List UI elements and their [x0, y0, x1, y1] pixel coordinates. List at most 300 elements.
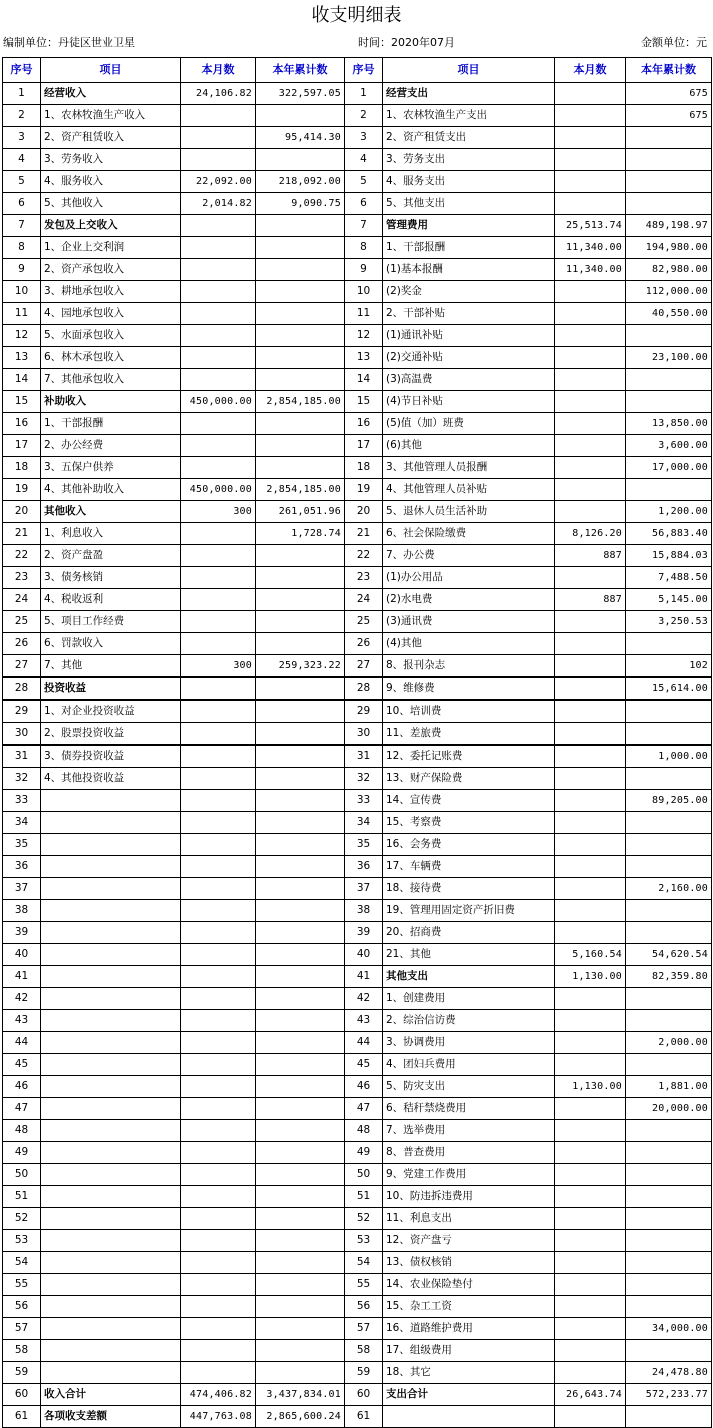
- income-item-cell: 1、对企业投资收益: [41, 700, 181, 723]
- expense-month-cell: [555, 83, 626, 105]
- expense-item-cell: 3、劳务支出: [383, 149, 555, 171]
- income-seq-cell: 58: [3, 1340, 41, 1362]
- expense-year-cell: [626, 127, 712, 149]
- income-year-cell: [256, 1340, 345, 1362]
- table-row: [3, 303, 712, 325]
- table-row: [3, 391, 712, 413]
- income-item-cell: 5、其他收入: [41, 193, 181, 215]
- income-seq-cell: 9: [3, 259, 41, 281]
- income-item-cell: [41, 1054, 181, 1076]
- table-row: [3, 1164, 712, 1186]
- income-year-cell: [256, 1186, 345, 1208]
- expense-year-cell: [626, 700, 712, 723]
- expense-seq-cell: 6: [345, 193, 383, 215]
- income-item-cell: 4、税收返利: [41, 589, 181, 611]
- expense-seq-cell: 36: [345, 856, 383, 878]
- income-item-cell: 发包及上交收入: [41, 215, 181, 237]
- expense-seq-cell: 19: [345, 479, 383, 501]
- income-month-cell: [181, 567, 256, 589]
- expense-item-cell: [383, 1406, 555, 1428]
- expense-seq-cell: 32: [345, 768, 383, 790]
- expense-year-cell: [626, 1274, 712, 1296]
- expense-item-cell: (6)其他: [383, 435, 555, 457]
- table-row: [3, 457, 712, 479]
- income-year-cell: [256, 303, 345, 325]
- table-row: [3, 834, 712, 856]
- expense-item-cell: 9、党建工作费用: [383, 1164, 555, 1186]
- expense-item-cell: 14、宣传费: [383, 790, 555, 812]
- income-item-cell: [41, 878, 181, 900]
- expense-item-cell: (3)通讯费: [383, 611, 555, 633]
- income-seq-cell: 32: [3, 768, 41, 790]
- expense-month-cell: [555, 1362, 626, 1384]
- expense-month-cell: [555, 1252, 626, 1274]
- table-row: [3, 922, 712, 944]
- expense-item-cell: 12、资产盘亏: [383, 1230, 555, 1252]
- income-year-cell: [256, 1164, 345, 1186]
- income-item-cell: 6、林木承包收入: [41, 347, 181, 369]
- expense-seq-cell: 5: [345, 171, 383, 193]
- expense-seq-cell: 18: [345, 457, 383, 479]
- table-row: [3, 1208, 712, 1230]
- expense-seq-cell: 61: [345, 1406, 383, 1428]
- income-month-cell: 447,763.08: [181, 1406, 256, 1428]
- income-item-cell: [41, 1142, 181, 1164]
- expense-item-cell: 16、会务费: [383, 834, 555, 856]
- income-seq-cell: 31: [3, 745, 41, 768]
- income-item-cell: [41, 1120, 181, 1142]
- table-row: [3, 545, 712, 567]
- expense-year-cell: [626, 768, 712, 790]
- expense-year-cell: 7,488.50: [626, 567, 712, 589]
- expense-year-cell: 34,000.00: [626, 1318, 712, 1340]
- income-seq-cell: 35: [3, 834, 41, 856]
- income-seq-cell: 52: [3, 1208, 41, 1230]
- income-seq-cell: 14: [3, 369, 41, 391]
- expense-month-cell: [555, 1406, 626, 1428]
- table-row: [3, 589, 712, 611]
- income-month-cell: [181, 812, 256, 834]
- income-item-cell: 5、项目工作经费: [41, 611, 181, 633]
- income-year-cell: 259,323.22: [256, 655, 345, 678]
- income-item-cell: [41, 1076, 181, 1098]
- income-seq-cell: 3: [3, 127, 41, 149]
- expense-item-cell: 20、招商费: [383, 922, 555, 944]
- expense-month-cell: [555, 105, 626, 127]
- expense-seq-cell: 8: [345, 237, 383, 259]
- table-row: [3, 611, 712, 633]
- currency-unit: 金额单位：元: [641, 36, 707, 49]
- expense-month-cell: 887: [555, 545, 626, 567]
- expense-year-cell: [626, 325, 712, 347]
- expense-seq-cell: 43: [345, 1010, 383, 1032]
- income-item-cell: 各项收支差额: [41, 1406, 181, 1428]
- expense-item-cell: 18、其它: [383, 1362, 555, 1384]
- income-month-cell: [181, 523, 256, 545]
- expense-item-cell: 7、办公费: [383, 545, 555, 567]
- income-seq-cell: 17: [3, 435, 41, 457]
- expense-item-cell: 7、选举费用: [383, 1120, 555, 1142]
- expense-month-cell: [555, 1054, 626, 1076]
- income-year-cell: [256, 1032, 345, 1054]
- income-item-cell: 3、耕地承包收入: [41, 281, 181, 303]
- expense-item-cell: 4、其他管理人员补贴: [383, 479, 555, 501]
- expense-seq-cell: 7: [345, 215, 383, 237]
- expense-month-cell: [555, 834, 626, 856]
- income-item-cell: [41, 1230, 181, 1252]
- expense-item-cell: (2)奖金: [383, 281, 555, 303]
- expense-month-cell: [555, 435, 626, 457]
- income-month-cell: [181, 149, 256, 171]
- expense-item-cell: 1、干部报酬: [383, 237, 555, 259]
- income-month-cell: [181, 303, 256, 325]
- expense-seq-cell: 34: [345, 812, 383, 834]
- income-month-cell: [181, 790, 256, 812]
- expense-item-cell: 19、管理用固定资产折旧费: [383, 900, 555, 922]
- income-item-cell: 4、其他投资收益: [41, 768, 181, 790]
- sheet-title: 收支明细表: [311, 5, 402, 26]
- expense-month-cell: [555, 1164, 626, 1186]
- income-year-cell: 2,865,600.24: [256, 1406, 345, 1428]
- income-seq-cell: 37: [3, 878, 41, 900]
- expense-item-cell: 1、农林牧渔生产支出: [383, 105, 555, 127]
- expense-year-cell: [626, 1406, 712, 1428]
- income-month-cell: [181, 988, 256, 1010]
- income-month-cell: [181, 700, 256, 723]
- table-row: [3, 988, 712, 1010]
- expense-seq-cell: 11: [345, 303, 383, 325]
- income-seq-cell: 11: [3, 303, 41, 325]
- expense-item-cell: 10、防违拆违费用: [383, 1186, 555, 1208]
- expense-year-cell: 675: [626, 105, 712, 127]
- income-month-cell: [181, 611, 256, 633]
- expense-seq-cell: 35: [345, 834, 383, 856]
- income-year-cell: [256, 633, 345, 655]
- expense-seq-cell: 55: [345, 1274, 383, 1296]
- income-month-cell: 24,106.82: [181, 83, 256, 105]
- expense-month-cell: [555, 1120, 626, 1142]
- header-month-income: 本月数: [181, 58, 256, 83]
- income-month-cell: [181, 281, 256, 303]
- income-year-cell: [256, 369, 345, 391]
- detail-table: [2, 57, 712, 1428]
- income-item-cell: [41, 1010, 181, 1032]
- expense-seq-cell: 26: [345, 633, 383, 655]
- expense-item-cell: 1、创建费用: [383, 988, 555, 1010]
- income-item-cell: [41, 1296, 181, 1318]
- table-row: [3, 1186, 712, 1208]
- income-year-cell: [256, 856, 345, 878]
- income-year-cell: [256, 768, 345, 790]
- expense-year-cell: [626, 723, 712, 746]
- income-month-cell: [181, 347, 256, 369]
- income-seq-cell: 5: [3, 171, 41, 193]
- income-seq-cell: 50: [3, 1164, 41, 1186]
- table-row: [3, 900, 712, 922]
- income-month-cell: [181, 1186, 256, 1208]
- expense-seq-cell: 47: [345, 1098, 383, 1120]
- income-month-cell: [181, 834, 256, 856]
- income-seq-cell: 22: [3, 545, 41, 567]
- expense-seq-cell: 17: [345, 435, 383, 457]
- income-seq-cell: 28: [3, 677, 41, 700]
- income-item-cell: [41, 944, 181, 966]
- expense-year-cell: [626, 633, 712, 655]
- expense-seq-cell: 46: [345, 1076, 383, 1098]
- income-item-cell: [41, 812, 181, 834]
- expense-item-cell: 2、综治信访费: [383, 1010, 555, 1032]
- expense-seq-cell: 33: [345, 790, 383, 812]
- expense-item-cell: 13、财产保险费: [383, 768, 555, 790]
- income-month-cell: 300: [181, 501, 256, 523]
- expense-item-cell: (2)水电费: [383, 589, 555, 611]
- expense-month-cell: [555, 149, 626, 171]
- expense-month-cell: [555, 723, 626, 746]
- expense-item-cell: 8、报刊杂志: [383, 655, 555, 678]
- income-item-cell: [41, 1252, 181, 1274]
- expense-seq-cell: 44: [345, 1032, 383, 1054]
- expense-seq-cell: 48: [345, 1120, 383, 1142]
- income-year-cell: [256, 1274, 345, 1296]
- income-seq-cell: 7: [3, 215, 41, 237]
- income-item-cell: 3、劳务收入: [41, 149, 181, 171]
- expense-year-cell: [626, 900, 712, 922]
- expense-year-cell: 82,980.00: [626, 259, 712, 281]
- income-item-cell: 经营收入: [41, 83, 181, 105]
- income-year-cell: [256, 435, 345, 457]
- income-item-cell: 7、其他承包收入: [41, 369, 181, 391]
- expense-year-cell: [626, 171, 712, 193]
- expense-month-cell: 11,340.00: [555, 237, 626, 259]
- expense-year-cell: 3,250.53: [626, 611, 712, 633]
- income-month-cell: [181, 1274, 256, 1296]
- table-row: [3, 1054, 712, 1076]
- expense-item-cell: 9、维修费: [383, 677, 555, 700]
- expense-seq-cell: 21: [345, 523, 383, 545]
- income-year-cell: [256, 1252, 345, 1274]
- income-item-cell: 其他收入: [41, 501, 181, 523]
- income-seq-cell: 36: [3, 856, 41, 878]
- income-item-cell: [41, 1164, 181, 1186]
- header-year-income: 本年累计数: [256, 58, 345, 83]
- expense-year-cell: 23,100.00: [626, 347, 712, 369]
- income-month-cell: [181, 768, 256, 790]
- table-row: [3, 1098, 712, 1120]
- expense-seq-cell: 53: [345, 1230, 383, 1252]
- income-year-cell: [256, 834, 345, 856]
- expense-month-cell: [555, 745, 626, 768]
- header-year-expense: 本年累计数: [626, 58, 712, 83]
- table-row: [3, 281, 712, 303]
- income-year-cell: 95,414.30: [256, 127, 345, 149]
- expense-year-cell: [626, 922, 712, 944]
- expense-item-cell: 4、服务支出: [383, 171, 555, 193]
- expense-item-cell: 15、考察费: [383, 812, 555, 834]
- income-item-cell: 4、服务收入: [41, 171, 181, 193]
- income-item-cell: 补助收入: [41, 391, 181, 413]
- income-month-cell: [181, 325, 256, 347]
- income-month-cell: [181, 435, 256, 457]
- income-seq-cell: 1: [3, 83, 41, 105]
- expense-month-cell: [555, 611, 626, 633]
- table-row: [3, 193, 712, 215]
- income-month-cell: [181, 677, 256, 700]
- expense-year-cell: 112,000.00: [626, 281, 712, 303]
- income-year-cell: [256, 567, 345, 589]
- expense-seq-cell: 27: [345, 655, 383, 678]
- income-month-cell: [181, 900, 256, 922]
- expense-seq-cell: 30: [345, 723, 383, 746]
- expense-seq-cell: 20: [345, 501, 383, 523]
- income-seq-cell: 27: [3, 655, 41, 678]
- income-month-cell: [181, 944, 256, 966]
- income-seq-cell: 23: [3, 567, 41, 589]
- expense-month-cell: [555, 988, 626, 1010]
- income-seq-cell: 30: [3, 723, 41, 746]
- expense-seq-cell: 22: [345, 545, 383, 567]
- income-seq-cell: 15: [3, 391, 41, 413]
- expense-year-cell: [626, 1120, 712, 1142]
- expense-month-cell: 5,160.54: [555, 944, 626, 966]
- expense-seq-cell: 58: [345, 1340, 383, 1362]
- expense-item-cell: 5、其他支出: [383, 193, 555, 215]
- income-year-cell: [256, 812, 345, 834]
- expense-item-cell: (1)基本报酬: [383, 259, 555, 281]
- income-year-cell: [256, 281, 345, 303]
- expense-seq-cell: 45: [345, 1054, 383, 1076]
- income-month-cell: [181, 215, 256, 237]
- expense-year-cell: 15,884.03: [626, 545, 712, 567]
- expense-month-cell: [555, 281, 626, 303]
- table-body: [3, 83, 712, 1428]
- expense-seq-cell: 56: [345, 1296, 383, 1318]
- income-month-cell: [181, 1252, 256, 1274]
- expense-item-cell: 13、债权核销: [383, 1252, 555, 1274]
- expense-year-cell: 40,550.00: [626, 303, 712, 325]
- income-month-cell: [181, 1054, 256, 1076]
- income-year-cell: 9,090.75: [256, 193, 345, 215]
- expense-month-cell: [555, 1142, 626, 1164]
- expense-year-cell: 572,233.77: [626, 1384, 712, 1406]
- expense-month-cell: [555, 303, 626, 325]
- expense-seq-cell: 14: [345, 369, 383, 391]
- income-year-cell: [256, 215, 345, 237]
- expense-month-cell: [555, 391, 626, 413]
- table-row: [3, 435, 712, 457]
- expense-seq-cell: 12: [345, 325, 383, 347]
- income-year-cell: 1,728.74: [256, 523, 345, 545]
- expense-year-cell: 20,000.00: [626, 1098, 712, 1120]
- table-row: [3, 501, 712, 523]
- table-row: [3, 1076, 712, 1098]
- table-row: [3, 567, 712, 589]
- expense-year-cell: [626, 988, 712, 1010]
- income-item-cell: 7、其他: [41, 655, 181, 678]
- income-seq-cell: 4: [3, 149, 41, 171]
- income-seq-cell: 59: [3, 1362, 41, 1384]
- income-seq-cell: 19: [3, 479, 41, 501]
- expense-year-cell: [626, 1164, 712, 1186]
- income-year-cell: [256, 105, 345, 127]
- expense-seq-cell: 51: [345, 1186, 383, 1208]
- income-year-cell: [256, 1296, 345, 1318]
- income-month-cell: 450,000.00: [181, 479, 256, 501]
- income-seq-cell: 12: [3, 325, 41, 347]
- expense-year-cell: [626, 1054, 712, 1076]
- income-year-cell: 261,051.96: [256, 501, 345, 523]
- expense-year-cell: [626, 1208, 712, 1230]
- expense-month-cell: [555, 347, 626, 369]
- expense-seq-cell: 41: [345, 966, 383, 988]
- income-seq-cell: 39: [3, 922, 41, 944]
- income-seq-cell: 46: [3, 1076, 41, 1098]
- income-seq-cell: 16: [3, 413, 41, 435]
- expense-item-cell: 8、普查费用: [383, 1142, 555, 1164]
- expense-item-cell: 管理费用: [383, 215, 555, 237]
- income-month-cell: [181, 966, 256, 988]
- income-year-cell: [256, 413, 345, 435]
- income-item-cell: [41, 966, 181, 988]
- income-year-cell: [256, 1362, 345, 1384]
- expense-seq-cell: 10: [345, 281, 383, 303]
- expense-item-cell: 11、利息支出: [383, 1208, 555, 1230]
- income-year-cell: 2,854,185.00: [256, 391, 345, 413]
- income-item-cell: 投资收益: [41, 677, 181, 700]
- income-seq-cell: 49: [3, 1142, 41, 1164]
- expense-year-cell: 5,145.00: [626, 589, 712, 611]
- expense-month-cell: [555, 790, 626, 812]
- income-item-cell: [41, 922, 181, 944]
- table-row: [3, 856, 712, 878]
- expense-item-cell: (2)交通补贴: [383, 347, 555, 369]
- table-row: [3, 1010, 712, 1032]
- income-seq-cell: 21: [3, 523, 41, 545]
- expense-item-cell: (1)办公用品: [383, 567, 555, 589]
- expense-seq-cell: 39: [345, 922, 383, 944]
- income-year-cell: 3,437,834.01: [256, 1384, 345, 1406]
- expense-year-cell: 194,980.00: [626, 237, 712, 259]
- income-month-cell: [181, 633, 256, 655]
- income-item-cell: 2、资产承包收入: [41, 259, 181, 281]
- income-year-cell: [256, 611, 345, 633]
- income-seq-cell: 6: [3, 193, 41, 215]
- expense-month-cell: [555, 1032, 626, 1054]
- expense-seq-cell: 9: [345, 259, 383, 281]
- expense-month-cell: [555, 922, 626, 944]
- income-seq-cell: 26: [3, 633, 41, 655]
- income-month-cell: [181, 922, 256, 944]
- table-row: [3, 1142, 712, 1164]
- expense-item-cell: 17、组级费用: [383, 1340, 555, 1362]
- expense-seq-cell: 57: [345, 1318, 383, 1340]
- income-year-cell: [256, 966, 345, 988]
- expense-item-cell: (4)节日补贴: [383, 391, 555, 413]
- expense-month-cell: [555, 856, 626, 878]
- expense-year-cell: [626, 391, 712, 413]
- table-row: [3, 237, 712, 259]
- expense-item-cell: 12、委托记账费: [383, 745, 555, 768]
- expense-seq-cell: 60: [345, 1384, 383, 1406]
- income-year-cell: [256, 1120, 345, 1142]
- income-year-cell: 218,092.00: [256, 171, 345, 193]
- expense-year-cell: 15,614.00: [626, 677, 712, 700]
- expense-item-cell: 其他支出: [383, 966, 555, 988]
- income-seq-cell: 8: [3, 237, 41, 259]
- expense-seq-cell: 16: [345, 413, 383, 435]
- income-item-cell: 收入合计: [41, 1384, 181, 1406]
- expense-year-cell: [626, 193, 712, 215]
- income-seq-cell: 34: [3, 812, 41, 834]
